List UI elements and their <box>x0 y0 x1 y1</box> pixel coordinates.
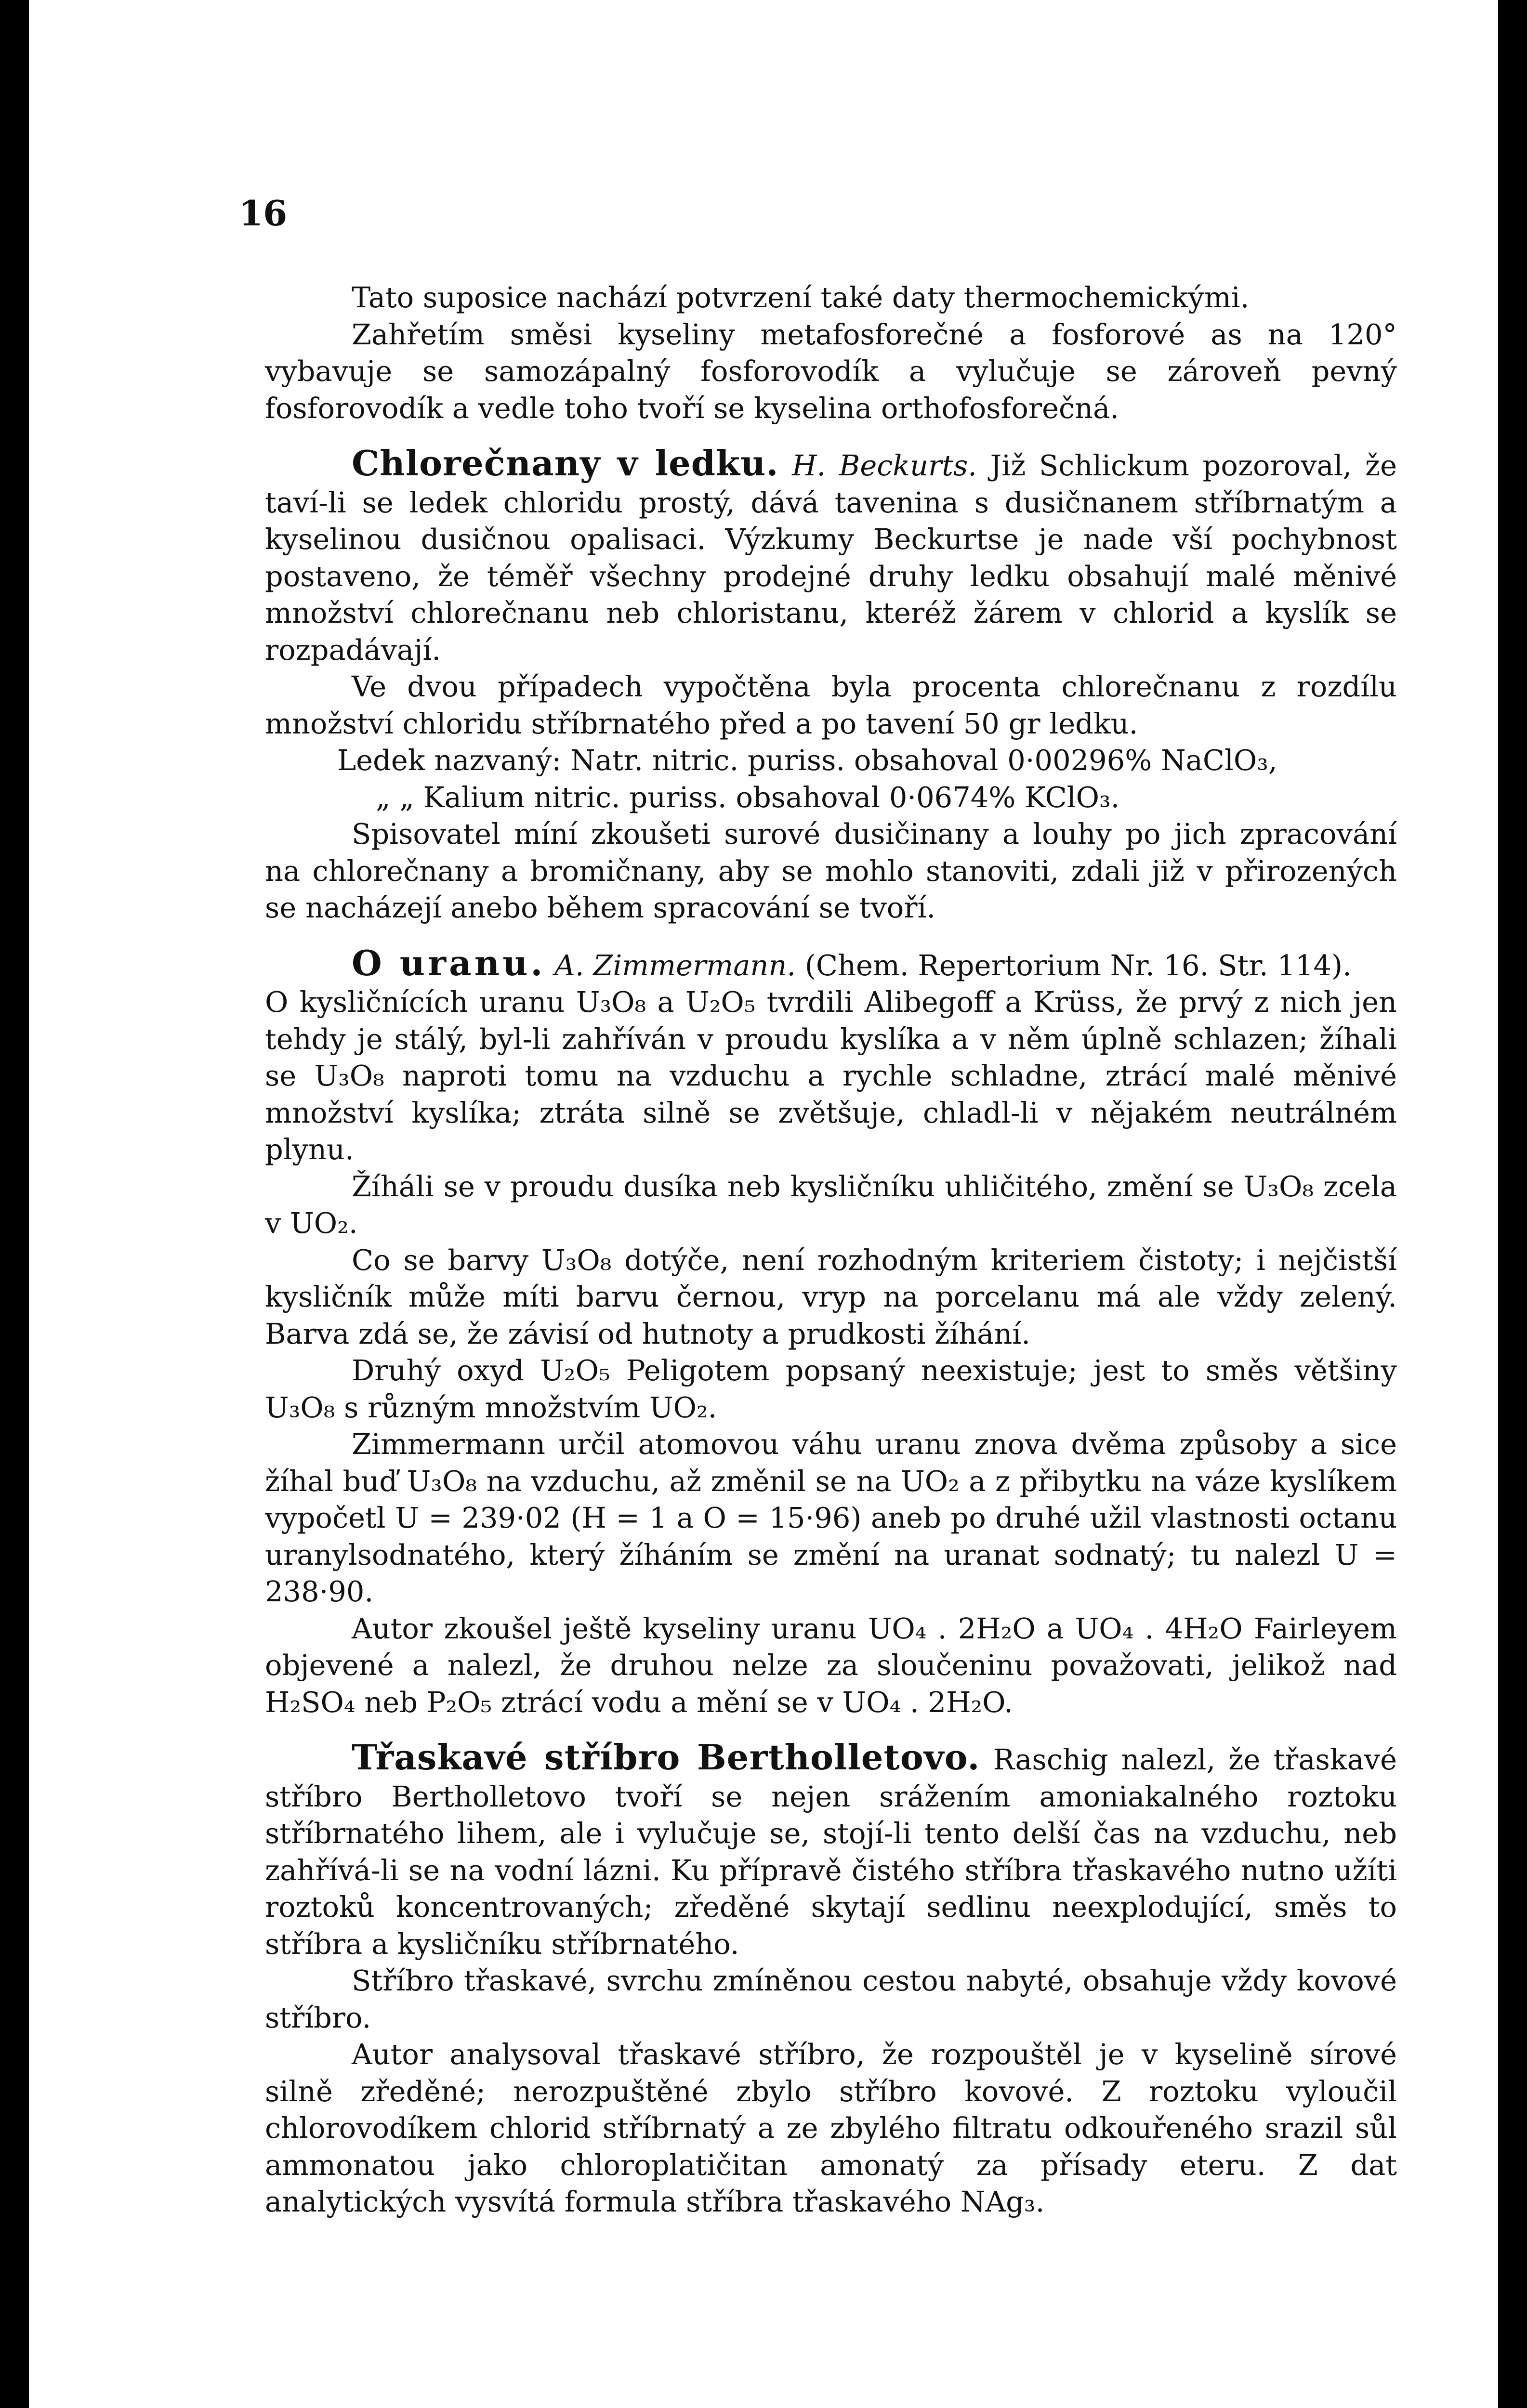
section-uran-title: O uranu. <box>352 942 546 983</box>
section-chlorecnany-paragraph-3: Spisovatel míní zkoušeti surové dusičinany a louhy po jich zpracování na chlorečnany a bromičnany, aby se mohlo stanoviti, zdali již v přirozených se nacházejí anebo během spracování se tvoří. <box>265 817 1397 924</box>
ledek-line-2 <box>265 779 1397 816</box>
section-traskave-stribro <box>265 1739 1397 1963</box>
ledek-line-1-text: Ledek nazvaný: Natr. nitric. puriss. obsahoval 0·00296% NaClO₃, <box>337 744 1277 777</box>
section-uran-paragraph-2: Žíháli se v proudu dusíka neb kysličníku uhličitého, změní se U₃O₈ zcela v UO₂. <box>265 1169 1397 1240</box>
ledek-line-1 <box>265 742 1397 779</box>
section-traskave-stribro-paragraph-1: Raschig nalezl, že třaskavé stříbro Bertholletovo tvoří se nejen srážením amoniakalného roztoku stříbrnatého lihem, ale i vylučuje se, stojí-li tento delší čas na vzduchu, neb zahřívá-li se na vodní lázni. Ku přípravě čistého stříbra třaskavého nutno užíti roztoků koncentrovaných; zředěné skytají sedlinu neexplodující, směs to stříbra a kysličníku stříbrnatého. <box>265 1743 1397 1961</box>
section-chlorecnany-author: H. Beckurts. <box>792 449 977 482</box>
intro-paragraph-2: Zahřetím směsi kyseliny metafosforečné a fosforové as na 120° vybavuje se samozápalný fosforovodík a vylučuje se zároveň pevný fosforovodík a vedle toho tvoří se kyselina orthofosforečná. <box>265 317 1397 425</box>
section-uran-paragraph-4: Druhý oxyd U₂O₅ Peligotem popsaný neexistuje; jest to směs většiny U₃O₈ s různým množstvím UO₂. <box>265 1354 1397 1424</box>
page-paper <box>29 0 1498 2408</box>
ledek-line-2-text: „ „ Kalium nitric. puriss. obsahoval 0·0674% KClO₃. <box>376 780 1120 814</box>
section-chlorecnany-title: Chlorečnany v ledku. <box>352 443 779 484</box>
section-chlorecnany <box>265 445 1397 668</box>
section-uran <box>265 942 1397 984</box>
section-chlorecnany-paragraph-2: Ve dvou případech vypočtěna byla procenta chlorečnanu z rozdílu množství chloridu stříbrnatého před a po tavení 50 gr ledku. <box>265 670 1397 740</box>
intro-paragraph-1: Tato suposice nachází potvrzení také daty thermochemickými. <box>352 281 1250 314</box>
section-traskave-stribro-title: Třaskavé stříbro Bertholletovo. <box>352 1737 980 1778</box>
section-uran-paragraph-5: Zimmermann určil atomovou váhu uranu znova dvěma způsoby a sice žíhal buď U₃O₈ na vzduchu, až změnil se na UO₂ a z přibytku na váze kyslíkem vypočetl U = 239·02 (H = 1 a O = 15·96) aneb po druhé užil vlastnosti octanu uranylsodnatého, který žíháním se změní na uranat sodnatý; tu nalezl U = 238·90. <box>265 1427 1397 1608</box>
section-chlorecnany-paragraph-1: Již Schlickum pozoroval, že taví-li se ledek chloridu prostý, dává tavenina s dusičnanem stříbrnatým a kyselinou dusičnou opalisaci. Výzkumy Beckurtse je nade vší pochybnost postaveno, že téměř všechny prodejné druhy ledku obsahují malé měnivé množství chlorečnanu neb chloristanu, kteréž žárem v chlorid a kyslík se rozpadávají. <box>265 449 1397 667</box>
section-uran-source: (Chem. Repertorium Nr. 16. Str. 114). <box>804 948 1352 982</box>
section-uran-paragraph-1: O kysličnících uranu U₃O₈ a U₂O₅ tvrdili Alibegoff a Krüss, že prvý z nich jen tehdy je stálý, byl-li zahříván v proudu kyslíka a v něm úplně schlazen; žíhali se U₃O₈ naproti tomu na vzduchu a rychle schladne, ztrácí malé měnivé množství kyslíka; ztráta silně se zvětšuje, chladl-li v nějakém neutrálném plynu. <box>265 985 1397 1166</box>
page-number: 16 <box>239 193 288 234</box>
section-uran-paragraph-6: Autor zkoušel ještě kyseliny uranu UO₄ . 2H₂O a UO₄ . 4H₂O Fairleyem objevené a nalezl, že druhou nelze za sloučeninu považovati, jelikož nad H₂SO₄ neb P₂O₅ ztrácí vodu a mění se v UO₄ . 2H₂O. <box>265 1611 1397 1719</box>
section-traskave-stribro-paragraph-2: Stříbro třaskavé, svrchu zmíněnou cestou nabyté, obsahuje vždy kovové stříbro. <box>265 1964 1397 2034</box>
section-traskave-stribro-paragraph-3: Autor analysoval třaskavé stříbro, že rozpouštěl je v kyselině sírové silně zředěné; nerozpuštěné zbylo stříbro kovové. Z roztoku vyloučil chlorovodíkem chlorid stříbrnatý a ze zbylého filtratu odkouřeného srazil sůl ammonatou jako chloroplatičitan amonatý za přísady eteru. Z dat analytických vysvítá formula stříbra třaskavého NAg₃. <box>265 2038 1397 2218</box>
page-body <box>265 279 1397 2221</box>
section-uran-paragraph-3: Co se barvy U₃O₈ dotýče, není rozhodným kriteriem čistoty; i nejčistší kysličník může míti barvu černou, vryp na porcelanu má ale vždy zelený. Barva zdá se, že závisí od hutnoty a prudkosti žíhání. <box>265 1243 1397 1350</box>
section-uran-author: A. Zimmermann. <box>554 948 796 982</box>
